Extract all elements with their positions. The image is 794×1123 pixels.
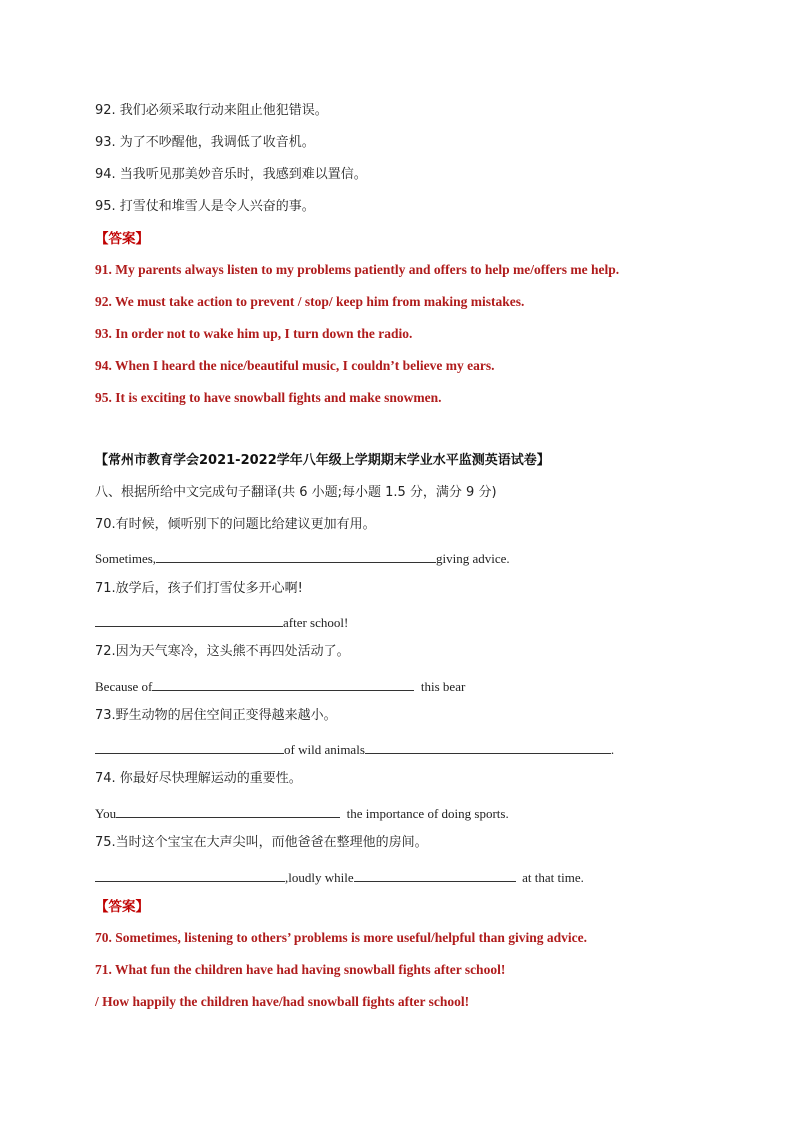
question-71-line (95, 612, 348, 632)
q71-blank[interactable] (95, 612, 283, 627)
q71-suffix: after school! (283, 615, 349, 630)
answer-95: 95. It is exciting to have snowball fights and make snowmen. (95, 390, 442, 405)
question-75-line (95, 867, 584, 887)
question-95: 95. 打雪仗和堆雪人是令人兴奋的事。 (95, 199, 315, 214)
q73-blank-1[interactable] (95, 739, 284, 754)
question-94: 94. 当我听见那美妙音乐时，我感到难以置信。 (95, 167, 367, 182)
question-92: 92. 我们必须采取行动来阻止他犯错误。 (95, 103, 328, 118)
question-73: 73.野生动物的居住空间正变得越来越小。 (95, 708, 337, 723)
question-70-line (95, 548, 510, 568)
answer-71: 71. What fun the children have had having snowball fights after school! (95, 962, 506, 977)
q73-blank-2[interactable] (365, 739, 611, 754)
answer-93: 93. In order not to wake him up, I turn down the radio. (95, 326, 413, 341)
answer-label: 【答案】 (95, 231, 149, 247)
q70-suffix: giving advice. (436, 551, 510, 566)
q75-middle: ,loudly while (285, 870, 354, 885)
section-instruction: 八、根据所给中文完成句子翻译(共 6 小题;每小题 1.5 分，满分 9 分) (95, 485, 497, 500)
answer-92: 92. We must take action to prevent / stop/ keep him from making mistakes. (95, 294, 525, 309)
question-72-line (95, 676, 465, 696)
question-72: 72.因为天气寒冷，这头熊不再四处活动了。 (95, 644, 350, 659)
answer-94: 94. When I heard the nice/beautiful music, I couldn’t believe my ears. (95, 358, 495, 373)
q75-blank-2[interactable] (354, 867, 516, 882)
q74-blank[interactable] (116, 803, 340, 818)
q74-suffix: the importance of doing sports. (346, 806, 509, 821)
answer-71-alternative: / How happily the children have/had snowball fights after school! (95, 994, 470, 1009)
q75-suffix: at that time. (522, 870, 584, 885)
q73-middle: of wild animals (284, 742, 365, 757)
q70-blank[interactable] (156, 548, 436, 563)
answer-70: 70. Sometimes, listening to others’ problems is more useful/helpful than giving advice. (95, 930, 588, 945)
q73-end: . (610, 742, 615, 757)
answer-label-2: 【答案】 (95, 899, 149, 915)
q74-prefix: You (95, 806, 117, 821)
question-71: 71.放学后，孩子们打雪仗多开心啊! (95, 581, 303, 596)
question-75: 75.当时这个宝宝在大声尖叫，而他爸爸在整理他的房间。 (95, 835, 428, 850)
q72-prefix: Because of (95, 679, 153, 694)
q72-suffix: this bear (420, 679, 466, 694)
question-93: 93. 为了不吵醒他，我调低了收音机。 (95, 135, 315, 150)
q75-blank-1[interactable] (95, 867, 285, 882)
question-74-line (95, 803, 509, 823)
question-73-line (95, 739, 614, 759)
exam-source-heading: 【常州市教育学会2021-2022学年八年级上学期期末学业水平监测英语试卷】 (95, 453, 550, 468)
question-74: 74. 你最好尽快理解运动的重要性。 (95, 771, 302, 786)
q72-blank[interactable] (152, 676, 414, 691)
question-70: 70.有时候，倾听别下的问题比给建议更加有用。 (95, 517, 376, 532)
answer-91: 91. My parents always listen to my problems patiently and offers to help me/offers me help. (95, 262, 620, 277)
q70-prefix: Sometimes, (95, 551, 157, 566)
